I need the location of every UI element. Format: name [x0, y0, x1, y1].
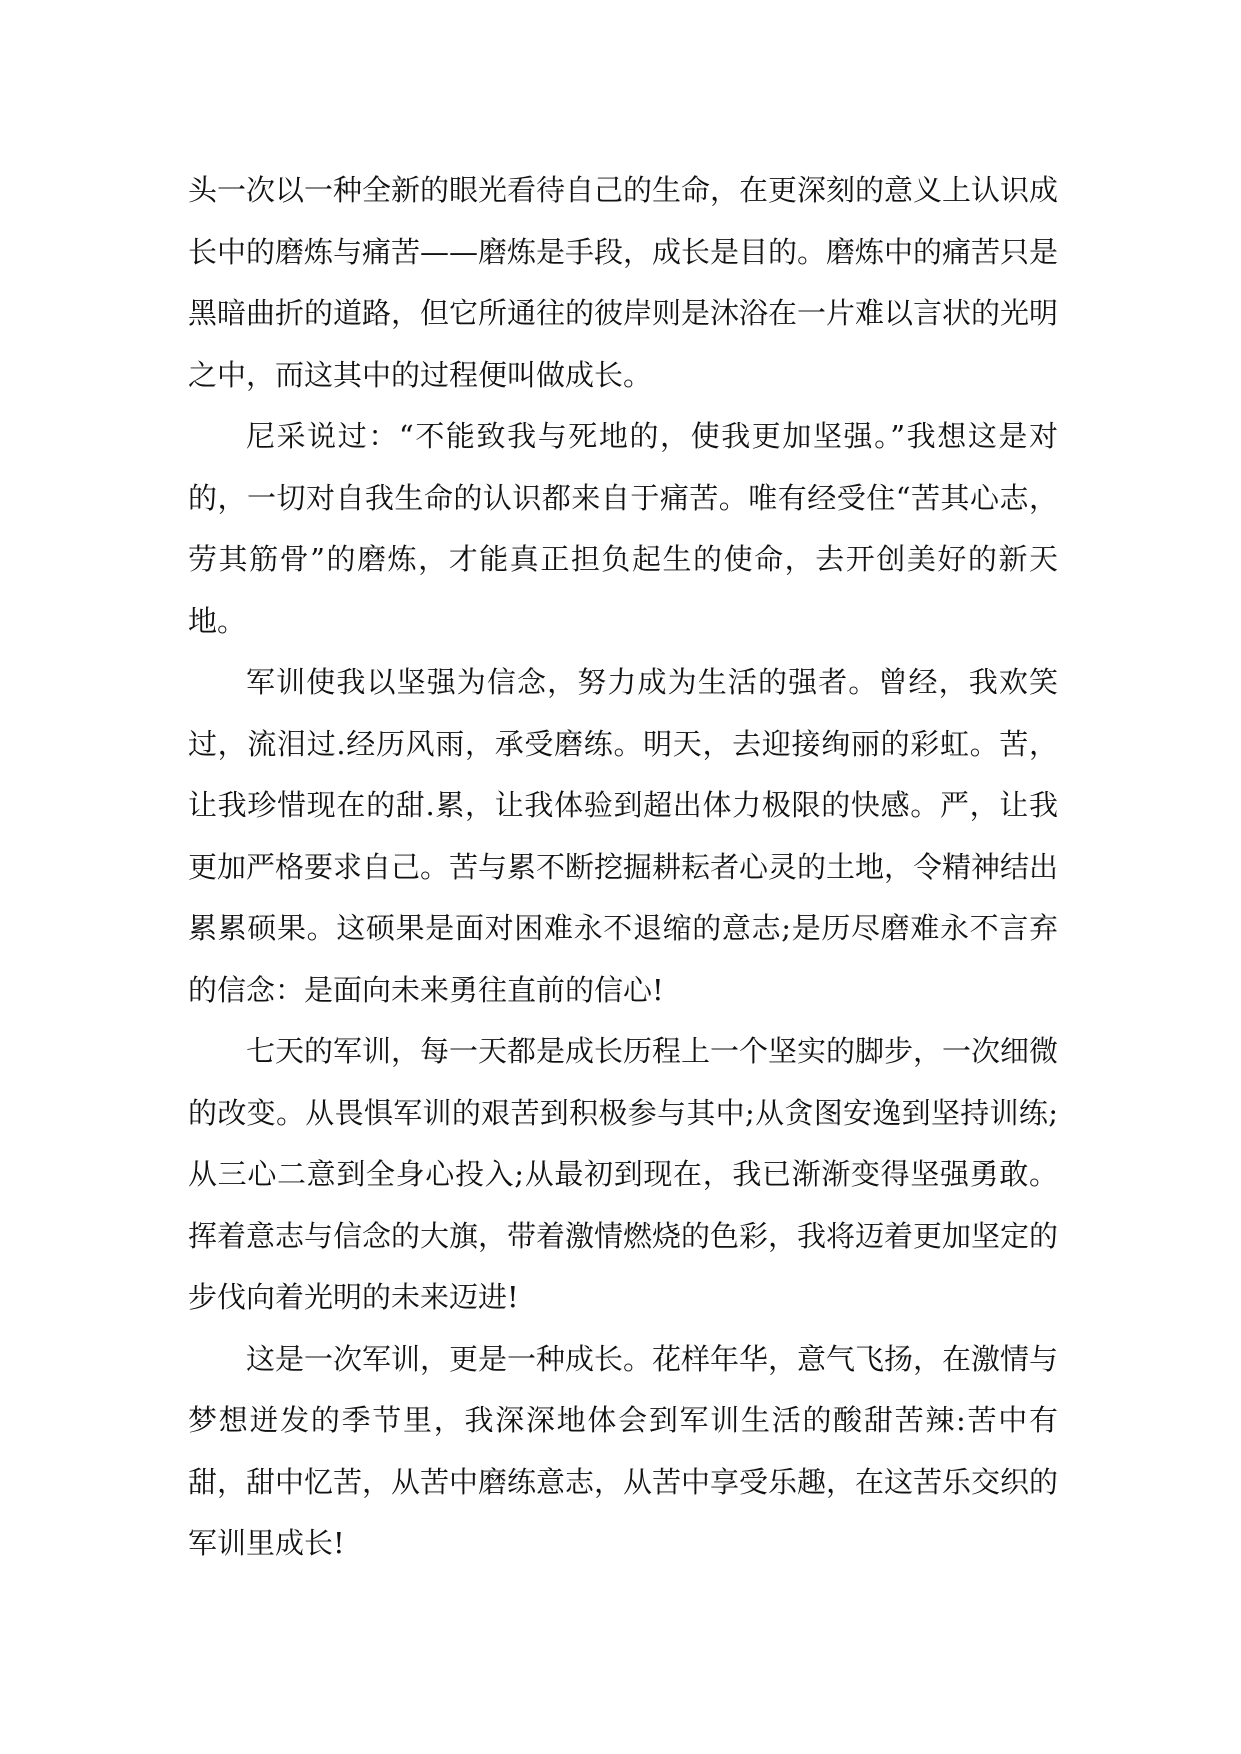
paragraph-5: 这是一次军训，更是一种成长。花样年华，意气飞扬，在激情与梦想迸发的季节里，我深深地体会到军训生活的酸甜苦辣:苦中有甜，甜中忆苦，从苦中磨练意志，从苦中享受乐趣，在这苦乐交织的军训里成长! — [188, 1341, 1059, 1560]
paragraph-2: 尼采说过：“不能致我与死地的，使我更加坚强。”我想这是对的，一切对自我生命的认识都来自于痛苦。唯有经受住“苦其心志，劳其筋骨”的磨炼，才能真正担负起生的使命，去开创美好的新天地。 — [188, 419, 1058, 638]
document-body — [188, 160, 1058, 1575]
paragraph-3: 军训使我以坚强为信念，努力成为生活的强者。曾经，我欢笑过，流泪过.经历风雨，承受磨练。明天，去迎接绚丽的彩虹。苦，让我珍惜现在的甜.累，让我体验到超出体力极限的快感。严，让我更加严格要求自己。苦与累不断挖掘耕耘者心灵的土地，令精神结出累累硕果。这硕果是面对困难永不退缩的意志;是历尽磨难永不言弃的信念：是面向未来勇往直前的信心! — [188, 665, 1059, 1007]
paragraph-1: 头一次以一种全新的眼光看待自己的生命，在更深刻的意义上认识成长中的磨炼与痛苦——磨炼是手段，成长是目的。磨炼中的痛苦只是黑暗曲折的道路，但它所通往的彼岸则是沐浴在一片难以言状的光明之中，而这其中的过程便叫做成长。 — [188, 173, 1059, 392]
paragraph-4: 七天的军训，每一天都是成长历程上一个坚实的脚步，一次细微的改变。从畏惧军训的艰苦到积极参与其中;从贪图安逸到坚持训练;从三心二意到全身心投入;从最初到现在，我已渐渐变得坚强勇敢。挥着意志与信念的大旗，带着激情燃烧的色彩，我将迈着更加坚定的步伐向着光明的未来迈进! — [188, 1034, 1059, 1314]
